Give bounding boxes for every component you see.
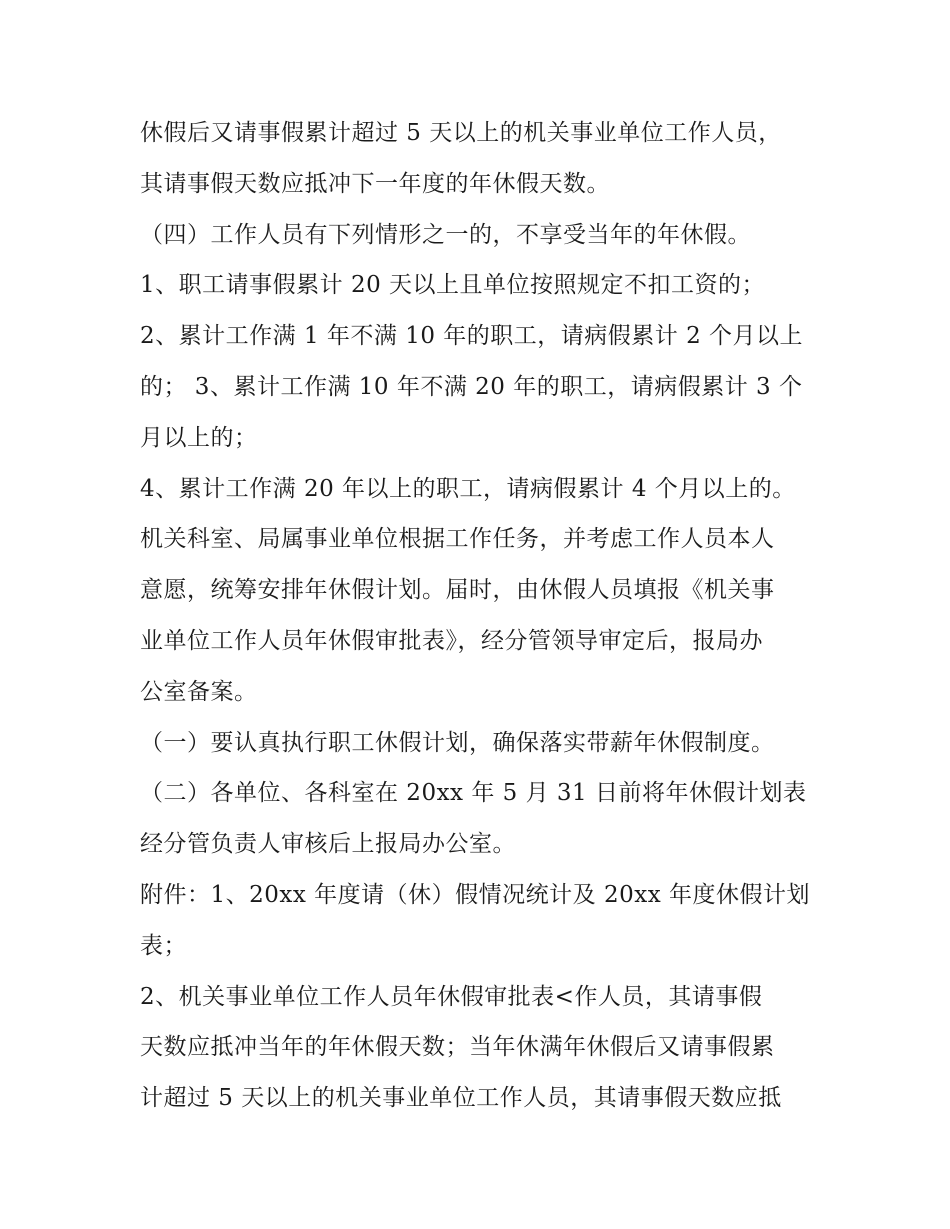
text-line: 的； 3、累计工作满 10 年不满 20 年的职工，请病假累计 3 个	[140, 373, 803, 400]
text-line: 月以上的；	[140, 424, 258, 451]
text-line: 其请事假天数应抵冲下一年度的年休假天数。	[140, 170, 610, 197]
text-line: 2、累计工作满 1 年不满 10 年的职工，请病假累计 2 个月以上	[140, 323, 804, 350]
text-line: 业单位工作人员年休假审批表》，经分管领导审定后，报局办	[140, 627, 763, 654]
text-line: 天数应抵冲当年的年休假天数；当年休满年休假后又请事假累	[140, 1034, 775, 1061]
text-line: 附件：1、20xx 年度请（休）假情况统计及 20xx 年度休假计划	[140, 881, 810, 908]
text-line: 4、累计工作满 20 年以上的职工，请病假累计 4 个月以上的。	[140, 475, 796, 502]
text-line: 经分管负责人审核后上报局办公室。	[140, 831, 516, 858]
text-line: 计超过 5 天以上的机关事业单位工作人员，其请事假天数应抵	[140, 1085, 782, 1112]
text-line: 公室备案。	[140, 678, 258, 705]
text-line: 意愿，统筹安排年休假计划。届时，由休假人员填报《机关事	[140, 577, 775, 604]
text-line: 1、职工请事假累计 20 天以上且单位按照规定不扣工资的；	[140, 272, 766, 299]
text-line: （一）要认真执行职工休假计划，确保落实带薪年休假制度。	[140, 729, 775, 756]
text-line: 2、机关事业单位工作人员年休假审批表<作人员，其请事假	[140, 983, 763, 1010]
text-line: 机关科室、局属事业单位根据工作任务，并考虑工作人员本人	[140, 526, 775, 553]
document-body	[140, 108, 820, 1124]
text-line: （二）各单位、各科室在 20xx 年 5 月 31 日前将年休假计划表	[140, 780, 807, 807]
text-line: （四）工作人员有下列情形之一的，不享受当年的年休假。	[140, 221, 751, 248]
text-line: 休假后又请事假累计超过 5 天以上的机关事业单位工作人员，	[140, 120, 782, 146]
text-line: 表；	[140, 932, 187, 959]
